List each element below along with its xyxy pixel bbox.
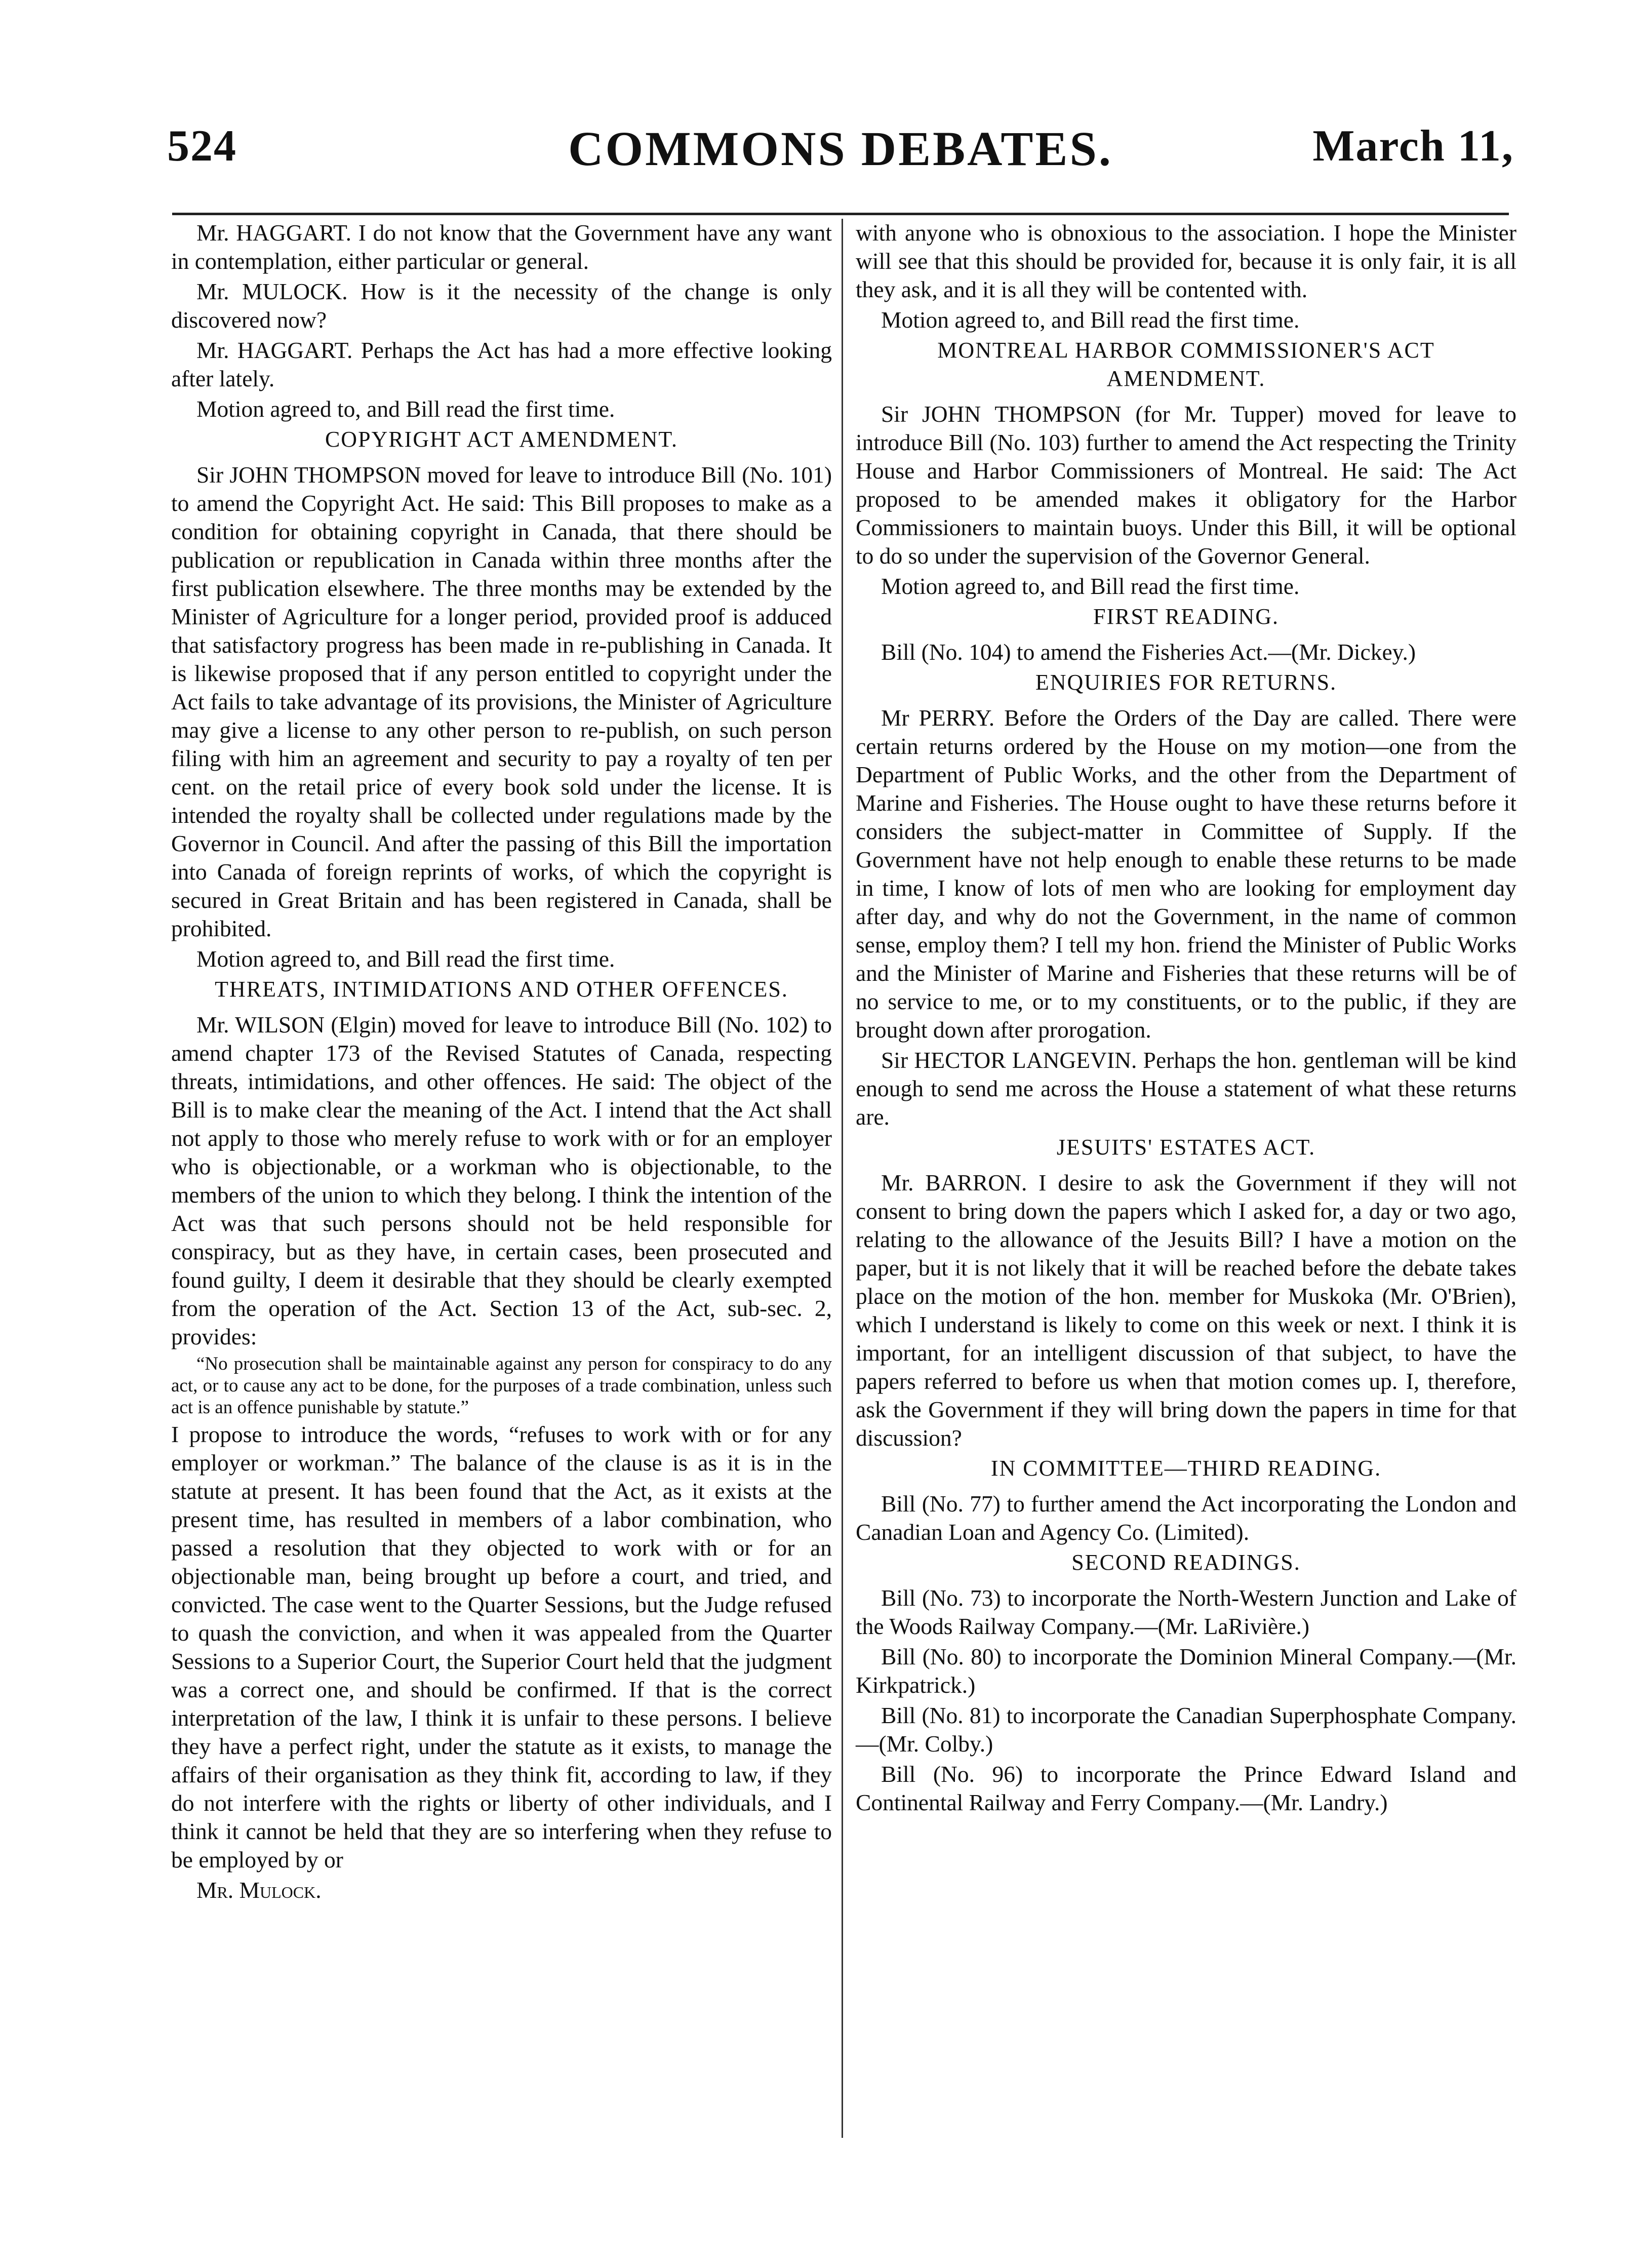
paragraph: Motion agreed to, and Bill read the first time.	[881, 573, 1300, 599]
paragraph: Mr. HAGGART. Perhaps the Act has had a more effective looking after lately.	[171, 337, 832, 391]
section-heading: JESUITS' ESTATES ACT.	[1056, 1135, 1316, 1160]
section-heading: IN COMMITTEE—THIRD READING.	[990, 1456, 1382, 1481]
paragraph: Bill (No. 73) to incorporate the North-Western Junction and Lake of the Woods Railway Company.—(Mr. LaRivière.)	[856, 1585, 1516, 1639]
page-footer-signature	[171, 1876, 832, 1904]
paragraph: Mr. BARRON. I desire to ask the Government if they will not consent to bring down the papers which I asked for, a day or two ago, relating to the allowance of the Jesuits Bill? I have a motion on the paper, but it is not likely that it will be reached before the debate takes place on the motion of the hon. member for Muskoka (Mr. O'Brien), which I understand is likely to come on this week or next. I think it is important, for an intelligent discussion of that subject, to have the papers referred to before us when that motion comes up. I, therefore, ask the Government if they will bring down the papers in time for that discussion?	[856, 1170, 1516, 1451]
section-heading: THREATS, INTIMIDATIONS AND OTHER OFFENCES.	[215, 977, 788, 1002]
paragraph: I propose to introduce the words, “refuses to work with or for any employer or workman.” The balance of the clause is as it is in the statute at present. It has been found that the Act, as it exists at the present time, has resulted in members of a labor combination, who passed a resolution that they objected to work with or for an objectionable man, being brought up before a court, and tried, and convicted. The case went to the Quarter Sessions, but the Judge refused to quash the conviction, and when it was appealed from the Quarter Sessions to a Superior Court, the Superior Court held that the judgment was a correct one, and should be confirmed. If that is the correct interpretation of the law, I think it is unfair to these persons. I believe they have a perfect right, under the statute as it exists, to manage the affairs of their organisation as they think fit, according to law, if they do not interfere with the rights or liberty of other individuals, and I think it cannot be held that they are so interfering when they refuse to be employed by or	[171, 1421, 832, 1873]
header-rule	[172, 213, 1509, 215]
paragraph: Motion agreed to, and Bill read the first time.	[196, 396, 615, 422]
paragraph: Mr PERRY. Before the Orders of the Day are called. There were certain returns ordered by the House on my motion—one from the Department of Public Works, and the other from the Department of Marine and Fisheries. The House ought to have these returns before it considers the subject-matter in Committee of Supply. If the Government have not help enough to enable these returns to be made in time, I know of lots of men who are looking for employment day after day, and why do not the Government, in the name of common sense, employ them? I tell my hon. friend the Minister of Public Works and the Minister of Marine and Fisheries that these returns will be of no service to me, or to my constituents, or to the public, if they are brought down after prorogation.	[856, 705, 1516, 1043]
section-heading: FIRST READING.	[1093, 604, 1279, 629]
section-heading: MONTREAL HARBOR COMMISSIONER'S ACT AMENDMENT.	[937, 338, 1435, 391]
paragraph: Motion agreed to, and Bill read the first time.	[196, 946, 615, 972]
page-number: 524	[167, 122, 237, 171]
paragraph: Bill (No. 81) to incorporate the Canadian Superphosphate Company.—(Mr. Colby.)	[856, 1702, 1516, 1757]
paragraph: Sir HECTOR LANGEVIN. Perhaps the hon. gentleman will be kind enough to send me across the House a statement of what these returns are.	[856, 1047, 1516, 1130]
paragraph: Bill (No. 80) to incorporate the Dominion Mineral Company.—(Mr. Kirkpatrick.)	[856, 1644, 1516, 1698]
paragraph: Bill (No. 104) to amend the Fisheries Act.—(Mr. Dickey.)	[881, 639, 1416, 665]
paragraph: Mr. MULOCK. How is it the necessity of the change is only discovered now?	[171, 278, 832, 333]
section-heading: ENQUIRIES FOR RETURNS.	[1035, 670, 1337, 695]
left-column	[171, 219, 832, 1904]
page-date: March 11,	[1312, 122, 1514, 171]
right-column	[856, 219, 1516, 1817]
section-heading: COPYRIGHT ACT AMENDMENT.	[325, 427, 678, 452]
paragraph: Mr. HAGGART. I do not know that the Government have any want in contemplation, either particular or general.	[171, 220, 832, 274]
paragraph: Motion agreed to, and Bill read the first time.	[881, 307, 1300, 333]
paragraph: Bill (No. 77) to further amend the Act incorporating the London and Canadian Loan and Agency Co. (Limited).	[856, 1491, 1516, 1545]
page-title: COMMONS DEBATES.	[568, 122, 1113, 176]
signature-text: Mr. Mulock.	[196, 1877, 322, 1903]
paragraph: Bill (No. 96) to incorporate the Prince Edward Island and Continental Railway and Ferry Company.—(Mr. Landry.)	[856, 1761, 1516, 1815]
column-divider	[842, 219, 843, 2138]
paragraph: Sir JOHN THOMPSON moved for leave to introduce Bill (No. 101) to amend the Copyright Act. He said: This Bill proposes to make as a condition for obtaining copyright in Canada, that there should be publication or republication in Canada within three months after the first publication elsewhere. The three months may be extended by the Minister of Agriculture for a longer period, provided proof is adduced that satisfactory progress has been made in re-publishing in Canada. It is likewise proposed that if any person entitled to copyright under the Act fails to take advantage of its provisions, the Minister of Agriculture may give a license to any other person to re-publish, on such person filing with him an agreement and security to pay a royalty of ten per cent. on the retail price of every book sold under the license. It is intended the royalty shall be collected under regulations made by the Governor in Council. And after the passing of this Bill the importation into Canada of foreign reprints of works, of which the copyright is secured in Great Britain and has been registered in Canada, shall be prohibited.	[171, 462, 832, 941]
paragraph: with anyone who is obnoxious to the association. I hope the Minister will see that this should be provided for, because it is only fair, it is all they ask, and it is all they will be contented with.	[856, 220, 1516, 302]
paragraph: Sir JOHN THOMPSON (for Mr. Tupper) moved for leave to introduce Bill (No. 103) further to amend the Act respecting the Trinity House and Harbor Commissioners of Montreal. He said: The Act proposed to be amended makes it obligatory for the Harbor Commissioners to maintain buoys. Under this Bill, it will be optional to do so under the supervision of the Governor General.	[856, 401, 1516, 569]
page-header	[167, 115, 1514, 181]
paragraph: Mr. WILSON (Elgin) moved for leave to introduce Bill (No. 102) to amend chapter 173 of the Revised Statutes of Canada, respecting threats, intimidations, and other offences. He said: The object of the Bill is to make clear the meaning of the Act. I intend that the Act shall not apply to those who merely refuse to work with or for an employer who is objectionable, or a workman who is objectionable, to the members of the union to which they belong. I think the intention of the Act was that such persons should not be held responsible for conspiracy, but as they have, in certain cases, been prosecuted and found guilty, I deem it desirable that they should be clearly exempted from the operation of the Act. Section 13 of the Act, sub-sec. 2, provides:	[171, 1012, 832, 1349]
section-heading: SECOND READINGS.	[1071, 1550, 1301, 1575]
statute-quote: “No prosecution shall be maintainable against any person for conspiracy to do any act, or to cause any act to be done, for the purposes of a trade combination, unless such act is an offence punishable by statute.”	[171, 1354, 832, 1418]
